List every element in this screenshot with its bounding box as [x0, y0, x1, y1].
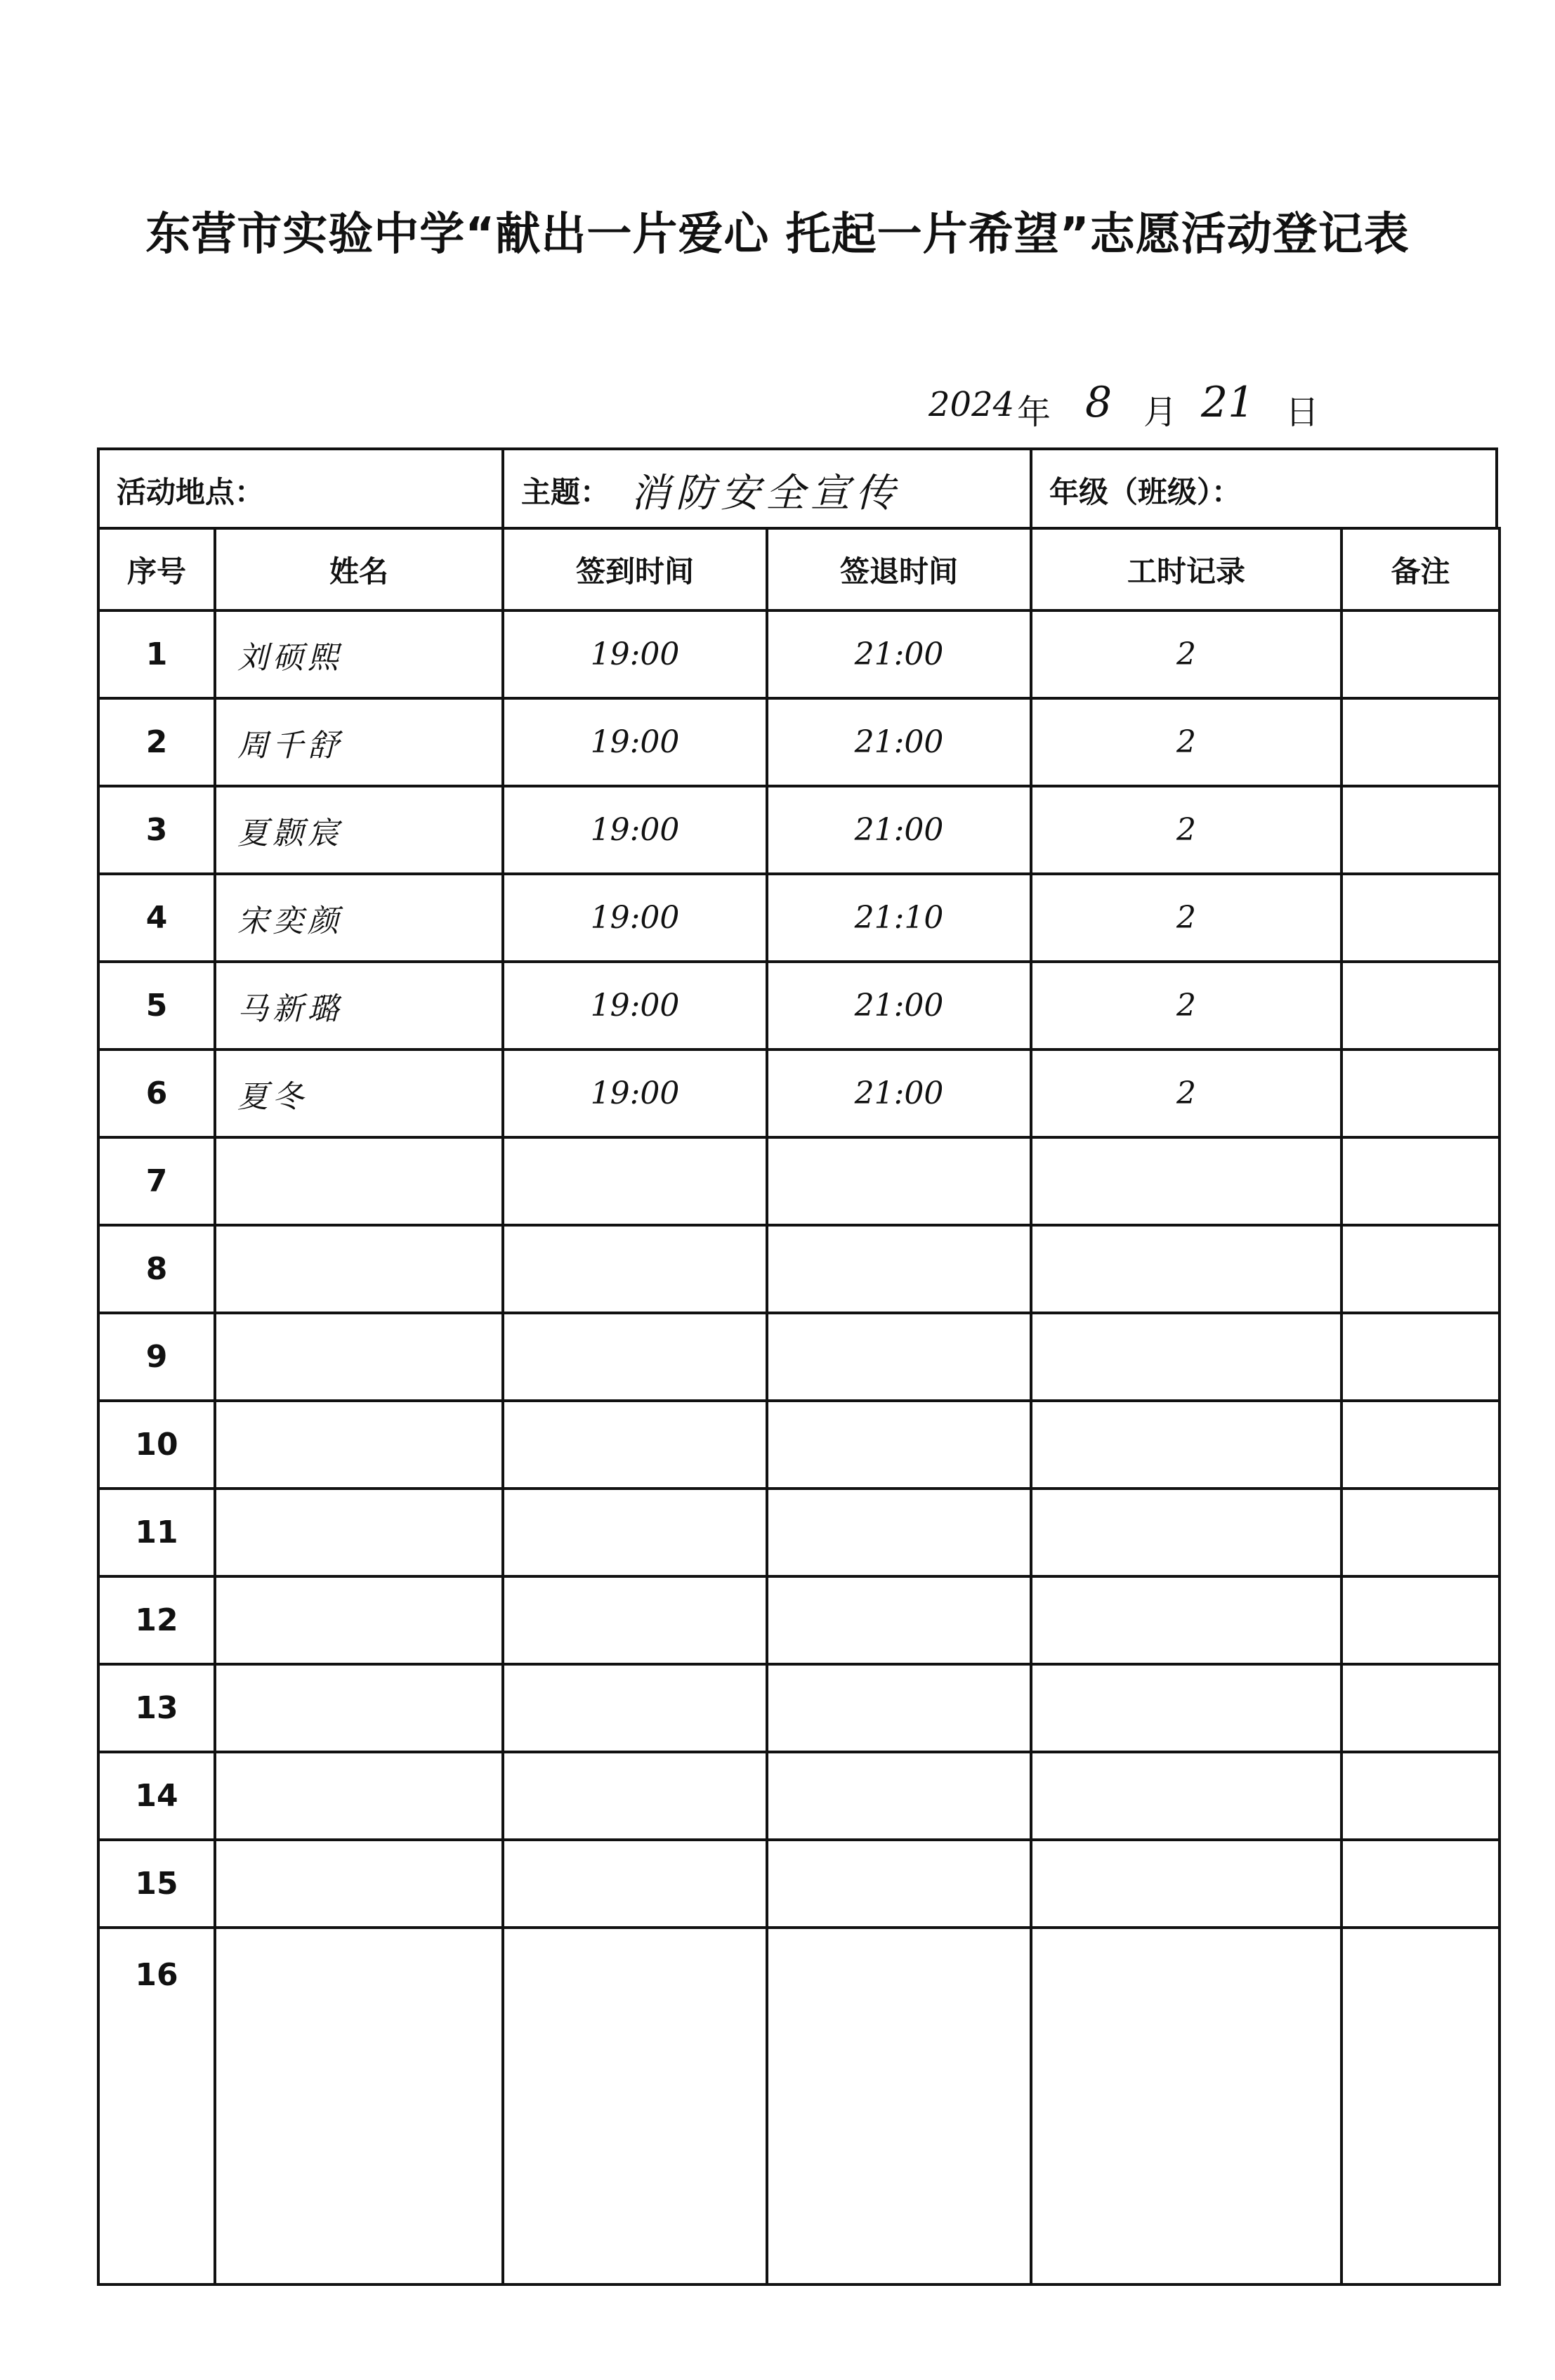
- table-row: [98, 1401, 1500, 1489]
- row-note: [1341, 1752, 1500, 1840]
- row-name: 夏颢宸: [215, 786, 503, 874]
- row-sign-out-time: [767, 1576, 1031, 1664]
- row-sign-in-time: [503, 1137, 767, 1225]
- table-row: [98, 1840, 1500, 1928]
- date-day-suffix: 日: [1285, 393, 1320, 432]
- row-name: [215, 1137, 503, 1225]
- row-name: [215, 1225, 503, 1313]
- row-note: [1341, 1313, 1500, 1401]
- row-hours: 2: [1031, 698, 1341, 786]
- column-header-name: 姓名: [215, 528, 503, 610]
- row-note: [1341, 1050, 1500, 1137]
- row-sign-out-time: [767, 1664, 1031, 1752]
- row-hours: [1031, 1928, 1341, 2284]
- row-sign-out-time: [767, 1313, 1031, 1401]
- table-row: [98, 1313, 1500, 1401]
- topic-value: 消防安全宣传: [631, 470, 901, 516]
- table-row: [98, 698, 1500, 786]
- row-name: [215, 1576, 503, 1664]
- row-seq: 1: [98, 610, 215, 698]
- table-row: [98, 1050, 1500, 1137]
- row-note: [1341, 786, 1500, 874]
- row-sign-in-time: [503, 1313, 767, 1401]
- row-sign-out-time: 21:00: [767, 786, 1031, 874]
- row-note: [1341, 1664, 1500, 1752]
- row-seq: 5: [98, 962, 215, 1050]
- row-seq: 4: [98, 874, 215, 962]
- table-row: [98, 1664, 1500, 1752]
- location-label: 活动地点：: [117, 474, 265, 509]
- row-name: 周千舒: [215, 698, 503, 786]
- row-sign-out-time: [767, 1137, 1031, 1225]
- column-header-hours: 工时记录: [1031, 528, 1341, 610]
- row-sign-in-time: 19:00: [503, 786, 767, 874]
- row-sign-in-time: 19:00: [503, 874, 767, 962]
- row-note: [1341, 698, 1500, 786]
- row-hours: [1031, 1225, 1341, 1313]
- row-seq: 9: [98, 1313, 215, 1401]
- row-seq: 8: [98, 1225, 215, 1313]
- row-seq: 13: [98, 1664, 215, 1752]
- row-sign-in-time: [503, 1489, 767, 1576]
- row-seq: 6: [98, 1050, 215, 1137]
- row-name: 马新璐: [215, 962, 503, 1050]
- row-seq: 16: [98, 1928, 215, 2284]
- row-seq: 3: [98, 786, 215, 874]
- row-note: [1341, 610, 1500, 698]
- row-note: [1341, 1840, 1500, 1928]
- row-name: [215, 1928, 503, 2284]
- row-hours: [1031, 1840, 1341, 1928]
- row-note: [1341, 1928, 1500, 2284]
- row-seq: 10: [98, 1401, 215, 1489]
- column-header-sign-out: 签退时间: [767, 528, 1031, 610]
- table-row: [98, 1752, 1500, 1840]
- row-hours: 2: [1031, 874, 1341, 962]
- date-line: [913, 372, 1405, 436]
- registration-table: [97, 527, 1501, 2286]
- row-hours: [1031, 1576, 1341, 1664]
- row-sign-out-time: 21:00: [767, 698, 1031, 786]
- row-hours: [1031, 1313, 1341, 1401]
- row-sign-in-time: 19:00: [503, 610, 767, 698]
- row-seq: 2: [98, 698, 215, 786]
- form-title: 东营市实验中学“献出一片爱心 托起一片希望”志愿活动登记表: [145, 209, 1410, 261]
- row-note: [1341, 1489, 1500, 1576]
- table-header-row: [98, 528, 1500, 610]
- row-seq: 11: [98, 1489, 215, 1576]
- table-row: [98, 1576, 1500, 1664]
- row-seq: 14: [98, 1752, 215, 1840]
- row-sign-out-time: 21:00: [767, 962, 1031, 1050]
- row-note: [1341, 874, 1500, 962]
- topic-label: 主题：: [521, 474, 610, 509]
- row-hours: [1031, 1137, 1341, 1225]
- row-note: [1341, 1576, 1500, 1664]
- row-sign-out-time: [767, 1752, 1031, 1840]
- date-month: 8: [1085, 378, 1113, 427]
- row-sign-out-time: [767, 1489, 1031, 1576]
- column-header-sign-in: 签到时间: [503, 528, 767, 610]
- location-cell: [100, 450, 504, 530]
- grade-label: 年级（班级）：: [1049, 474, 1242, 509]
- row-sign-in-time: [503, 1664, 767, 1752]
- row-name: [215, 1840, 503, 1928]
- column-header-seq: 序号: [98, 528, 215, 610]
- row-sign-out-time: [767, 1401, 1031, 1489]
- date-month-suffix: 月: [1143, 393, 1178, 432]
- row-sign-in-time: [503, 1401, 767, 1489]
- row-sign-in-time: 19:00: [503, 1050, 767, 1137]
- row-sign-in-time: [503, 1225, 767, 1313]
- date-year-suffix: 年: [1017, 393, 1051, 432]
- table-row: [98, 1928, 1500, 2284]
- row-name: 刘硕熙: [215, 610, 503, 698]
- row-sign-in-time: [503, 1840, 767, 1928]
- row-name: [215, 1489, 503, 1576]
- row-hours: 2: [1031, 962, 1341, 1050]
- row-name: [215, 1752, 503, 1840]
- row-note: [1341, 962, 1500, 1050]
- row-sign-in-time: 19:00: [503, 962, 767, 1050]
- row-name: [215, 1401, 503, 1489]
- row-hours: 2: [1031, 786, 1341, 874]
- row-sign-in-time: 19:00: [503, 698, 767, 786]
- row-name: [215, 1313, 503, 1401]
- row-note: [1341, 1137, 1500, 1225]
- row-seq: 7: [98, 1137, 215, 1225]
- row-hours: [1031, 1752, 1341, 1840]
- row-hours: [1031, 1401, 1341, 1489]
- row-name: [215, 1664, 503, 1752]
- row-sign-out-time: [767, 1225, 1031, 1313]
- row-hours: 2: [1031, 610, 1341, 698]
- row-sign-in-time: [503, 1928, 767, 2284]
- row-note: [1341, 1225, 1500, 1313]
- table-row: [98, 1225, 1500, 1313]
- table-row: [98, 1489, 1500, 1576]
- row-seq: 12: [98, 1576, 215, 1664]
- row-sign-out-time: 21:00: [767, 1050, 1031, 1137]
- row-hours: 2: [1031, 1050, 1341, 1137]
- table-row: [98, 874, 1500, 962]
- table-row: [98, 786, 1500, 874]
- table-row: [98, 1137, 1500, 1225]
- table-row: [98, 962, 1500, 1050]
- grade-cell: [1032, 450, 1496, 530]
- row-name: 夏冬: [215, 1050, 503, 1137]
- row-seq: 15: [98, 1840, 215, 1928]
- row-note: [1341, 1401, 1500, 1489]
- row-sign-out-time: [767, 1928, 1031, 2284]
- row-hours: [1031, 1489, 1341, 1576]
- topic-cell: [504, 450, 1032, 530]
- row-name: 宋奕颜: [215, 874, 503, 962]
- row-sign-out-time: 21:00: [767, 610, 1031, 698]
- row-hours: [1031, 1664, 1341, 1752]
- row-sign-in-time: [503, 1576, 767, 1664]
- date-year: 2024: [929, 385, 1015, 424]
- date-day: 21: [1201, 378, 1255, 427]
- row-sign-out-time: 21:10: [767, 874, 1031, 962]
- activity-info-row: [97, 447, 1498, 530]
- table-row: [98, 610, 1500, 698]
- column-header-note: 备注: [1341, 528, 1500, 610]
- row-sign-out-time: [767, 1840, 1031, 1928]
- row-sign-in-time: [503, 1752, 767, 1840]
